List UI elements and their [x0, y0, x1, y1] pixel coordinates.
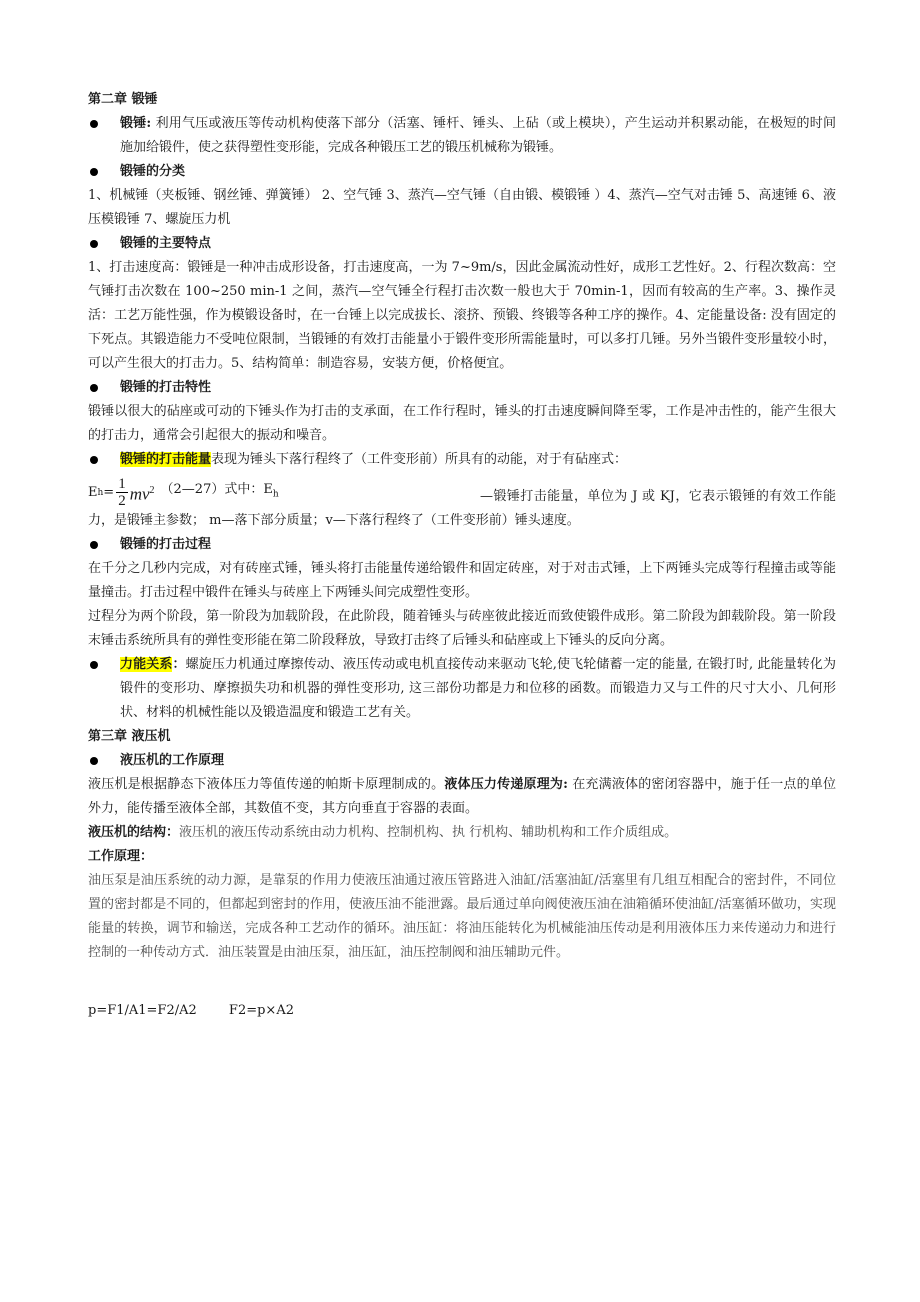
process-text-2: 过程分为两个阶段，第一阶段为加载阶段，在此阶段，随着锤头与砖座彼此接近而致使锻件成形。第二阶段为卸载阶段。第一阶段末锤击系统所具有的弹性变形能在第二阶段释放，导致打击终了后锤头和砧座或上下锤头的反向分离。	[88, 609, 836, 648]
force-text: 螺旋压力机通过摩擦传动、液压传动或电机直接传动来驱动飞轮,使飞轮储蓄一定的能量, 在锻打时, 此能量转化为锻件的变形功、摩擦损失功和机器的弹性变形功, 这三部份功都是力和位移的函数。而锻造力又与工件的尺寸大小、几何形状、材料的机械性能以及锻造温度和锻造工艺有关。	[120, 657, 836, 720]
chapter-3-title: 第三章 液压机	[88, 729, 171, 744]
structure-colon: ：	[166, 825, 180, 840]
process-heading	[88, 533, 836, 557]
process-text-1: 在千分之几秒内完成，对有砖座式锤，锤头将打击能量传递给锻件和固定砖座，对于对击式锤，上下两锤头完成等行程撞击或等能量撞击。打击过程中锻件在锤头与砖座上下两锤头间完成塑性变形。	[88, 561, 836, 600]
document-body	[88, 88, 836, 1023]
principle-text	[88, 773, 836, 821]
definition-item	[88, 112, 836, 160]
features-text: 1、打击速度高：锻锤是一种冲击成形设备，打击速度高，一为 7~9m/s，因此金属流动性好，成形工艺性好。2、行程次数高：空气锤打击次数在 100~250 min-1 之间，蒸汽—空气锤全行程打击次数一般也大于 70min-1，因而有较高的生产率。3、操作灵活：工艺万能性强，作为模锻设备时，在一台锤上以完成拔长、滚挤、预锻、终锻等各种工序的操作。4、定能量设备: 没有固定的下死点。其锻造能力不受吨位限制，当锻锤的有效打击能量小于锻件变形所需能量时，可以多打几锤。另外当锻件变形量较小时，可以产生很大的打击力。5、结构简单：制造容易，安装方便，价格便宜。	[88, 260, 836, 371]
formula-desc-sub: h	[272, 489, 279, 500]
work-title: 工作原理：	[88, 849, 154, 864]
force-colon: ：	[172, 657, 186, 672]
pressure-equations	[88, 999, 836, 1023]
formula-desc-a: （2—27）式中：E	[160, 482, 273, 498]
classification-heading	[88, 160, 836, 184]
formula-sub: h	[97, 487, 104, 498]
principle-text-2: 在充满液体的密闭容器中，施于任一点的单位外力，能传播至液体全部，其数值不变，其方向垂直于容器的表面。	[88, 777, 836, 816]
fraction-numerator: 1	[118, 476, 126, 492]
force-item	[88, 653, 836, 725]
strike-title: 锻锤的打击特性	[120, 380, 212, 395]
structure-term: 液压机的结构	[88, 825, 167, 840]
bullet-icon	[90, 661, 98, 669]
fraction-denominator: 2	[118, 493, 126, 509]
definition-text: 利用气压或液压等传动机构使落下部分（活塞、锤杆、锤头、上砧（或上模块），产生运动并积累动能，在极短的时间施加给锻件，使之获得塑性变形能，完成各种锻压工艺的锻压机械称为锻锤。	[120, 116, 836, 155]
formula-mv	[130, 479, 155, 507]
formula-fraction	[116, 476, 128, 509]
equation-2: F2=p×A2	[228, 1003, 294, 1018]
principle-title: 液压机的工作原理	[120, 753, 225, 768]
bullet-icon	[90, 120, 98, 128]
definition-term: 锻锤:	[120, 116, 152, 131]
principle-text-1: 液压机是根据静态下液体压力等值传递的帕斯卡原理制成的。	[88, 777, 445, 792]
formula-lhs: E	[88, 484, 98, 500]
features-title: 锻锤的主要特点	[120, 236, 212, 251]
features-heading	[88, 232, 836, 256]
force-term-highlight: 力能关系	[120, 657, 173, 672]
pascal-term: 液体压力传递原理为:	[444, 777, 568, 792]
bullet-icon	[90, 757, 98, 765]
chapter-2-title: 第二章 锻锤	[88, 92, 158, 107]
principle-heading	[88, 749, 836, 773]
bullet-icon	[90, 456, 98, 464]
process-title: 锻锤的打击过程	[120, 537, 212, 552]
equation-1: p=F1/A1=F2/A2	[88, 1003, 197, 1018]
strike-text: 锻锤以很大的砧座或可动的下锤头作为打击的支承面，在工作行程时，锤头的打击速度瞬间降至零，工作是冲击性的，能产生很大的打击力，通常会引起很大的振动和噪音。	[88, 404, 836, 443]
formula-description: —锻锤打击能量，单位为 J 或 KJ，它表示锻锤的有效工作能力，是锻锤主参数； m—落下部分质量；v—下落行程终了（工件变形前）锤头速度。	[88, 489, 836, 528]
formula-power: 2	[149, 484, 155, 496]
energy-text: 表现为锤头下落行程终了（工件变形前）所具有的动能，对于有砧座式：	[211, 452, 628, 467]
classification-title: 锻锤的分类	[120, 164, 186, 179]
energy-term-highlight: 锻锤的打击能量	[120, 452, 212, 467]
formula-mv-text: mv	[129, 484, 150, 504]
classification-text: 1、机械锤（夹板锤、钢丝锤、弹簧锤） 2、空气锤 3、蒸汽—空气锤（自由锻、模锻锤 ）4、蒸汽—空气对击锤 5、高速锤 6、液压模锻锤 7、螺旋压力机	[88, 188, 836, 227]
formula-eq: =	[103, 484, 115, 500]
bullet-icon	[90, 240, 98, 248]
structure-body: 液压机的液压传动系统由动力机构、控制机构、执 行机构、辅助机构和工作介质组成。	[179, 825, 678, 840]
structure-text	[88, 821, 836, 845]
work-text: 油压泵是油压系统的动力源，是靠泵的作用力使液压油通过液压管路进入油缸/活塞油缸/活塞里有几组互相配合的密封件，不同位置的密封都是不同的，但都起到密封的作用，使液压油不能泄露。最后通过单向阀使液压油在油箱循环使油缸/活塞循环做功，实现能量的转换，调节和输送，完成各种工艺动作的循环。油压缸：将油压能转化为机械能油压传动是利用液体压力来传递动力和进行控制的一种传动方式．油压装置是由油压泵，油压缸，油压控制阀和油压辅助元件。	[88, 873, 836, 960]
bullet-icon	[90, 384, 98, 392]
strike-heading	[88, 376, 836, 400]
energy-item	[88, 448, 836, 472]
bullet-icon	[90, 541, 98, 549]
bullet-icon	[90, 168, 98, 176]
